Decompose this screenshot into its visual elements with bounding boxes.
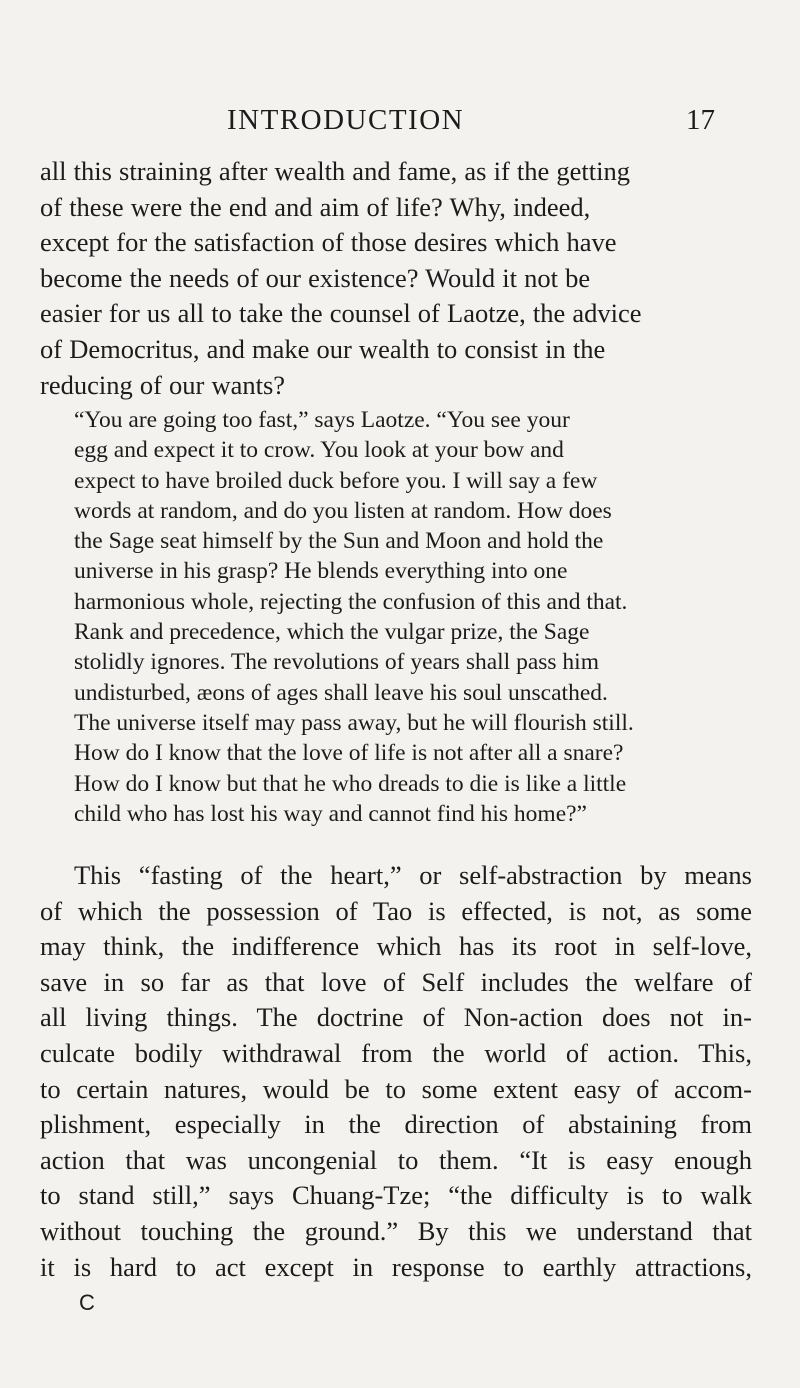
quotation-paragraph	[74, 405, 752, 829]
signature-mark: C	[79, 1290, 95, 1315]
text-line: The universe itself may pass away, but he will flourish still.	[74, 709, 634, 736]
text-line: all this straining after wealth and fame, as if the getting	[40, 156, 631, 186]
text-line: of which the possession of Tao is effected, is not, as some	[40, 895, 752, 926]
text-line: expect to have broiled duck before you. I will say a few	[74, 467, 598, 494]
text-line: of Democritus, and make our wealth to consist in the	[40, 333, 606, 364]
text-line: may think, the indifference which has its root in self-love,	[40, 931, 752, 962]
running-title: INTRODUCTION	[227, 104, 465, 136]
text-line: without touching the ground.” By this we understand that	[40, 1215, 752, 1246]
text-line: culcate bodily withdrawal from the world of action. This,	[40, 1037, 752, 1068]
paragraph-1	[40, 154, 752, 403]
text-line: except for the satisfaction of those desires which have	[40, 227, 617, 258]
text-line: reducing of our wants?	[40, 369, 286, 400]
text-line: of these were the end and aim of life? Why, indeed,	[40, 191, 591, 222]
text-line: plishment, especially in the direction of abstaining from	[40, 1109, 752, 1140]
text-line: to stand still,” says Chuang-Tze; “the difficulty is to walk	[40, 1180, 752, 1211]
text-line: undisturbed, æons of ages shall leave his soul unscathed.	[74, 679, 608, 706]
text-line: stolidly ignores. The revolutions of years shall pass him	[74, 649, 599, 676]
text-line: egg and expect it to crow. You look at your bow and	[74, 437, 564, 464]
running-header	[0, 104, 800, 144]
text-line: How do I know but that he who dreads to die is like a little	[74, 770, 627, 797]
text-line: action that was uncongenial to them. “It is easy enough	[40, 1144, 752, 1175]
text-line: universe in his grasp? He blends everything into one	[74, 558, 568, 585]
text-line: become the needs of our existence? Would it not be	[40, 262, 591, 293]
page-number: 17	[686, 104, 715, 136]
text-line: it is hard to act except in response to earthly attractions,	[40, 1251, 752, 1282]
text-line: This “fasting of the heart,” or self-abstraction by means	[74, 860, 752, 890]
text-line: all living things. The doctrine of Non-action does not in-	[40, 1002, 752, 1033]
text-line: easier for us all to take the counsel of Laotze, the advice	[40, 298, 642, 329]
text-line: harmonious whole, rejecting the confusion of this and that.	[74, 588, 628, 615]
text-line: words at random, and do you listen at random. How does	[74, 497, 612, 524]
text-line: save in so far as that love of Self includes the welfare of	[40, 966, 752, 997]
text-line: “You are going too fast,” says Laotze. “You see your	[74, 407, 570, 433]
text-line: Rank and precedence, which the vulgar prize, the Sage	[74, 619, 590, 646]
text-line: the Sage seat himself by the Sun and Moon and hold the	[74, 528, 604, 555]
paragraph-3	[40, 858, 752, 1285]
text-line: to certain natures, would be to some extent easy of accom-	[40, 1073, 752, 1104]
text-line: How do I know that the love of life is not after all a snare?	[74, 740, 624, 767]
text-line: child who has lost his way and cannot find his home?”	[74, 800, 587, 827]
